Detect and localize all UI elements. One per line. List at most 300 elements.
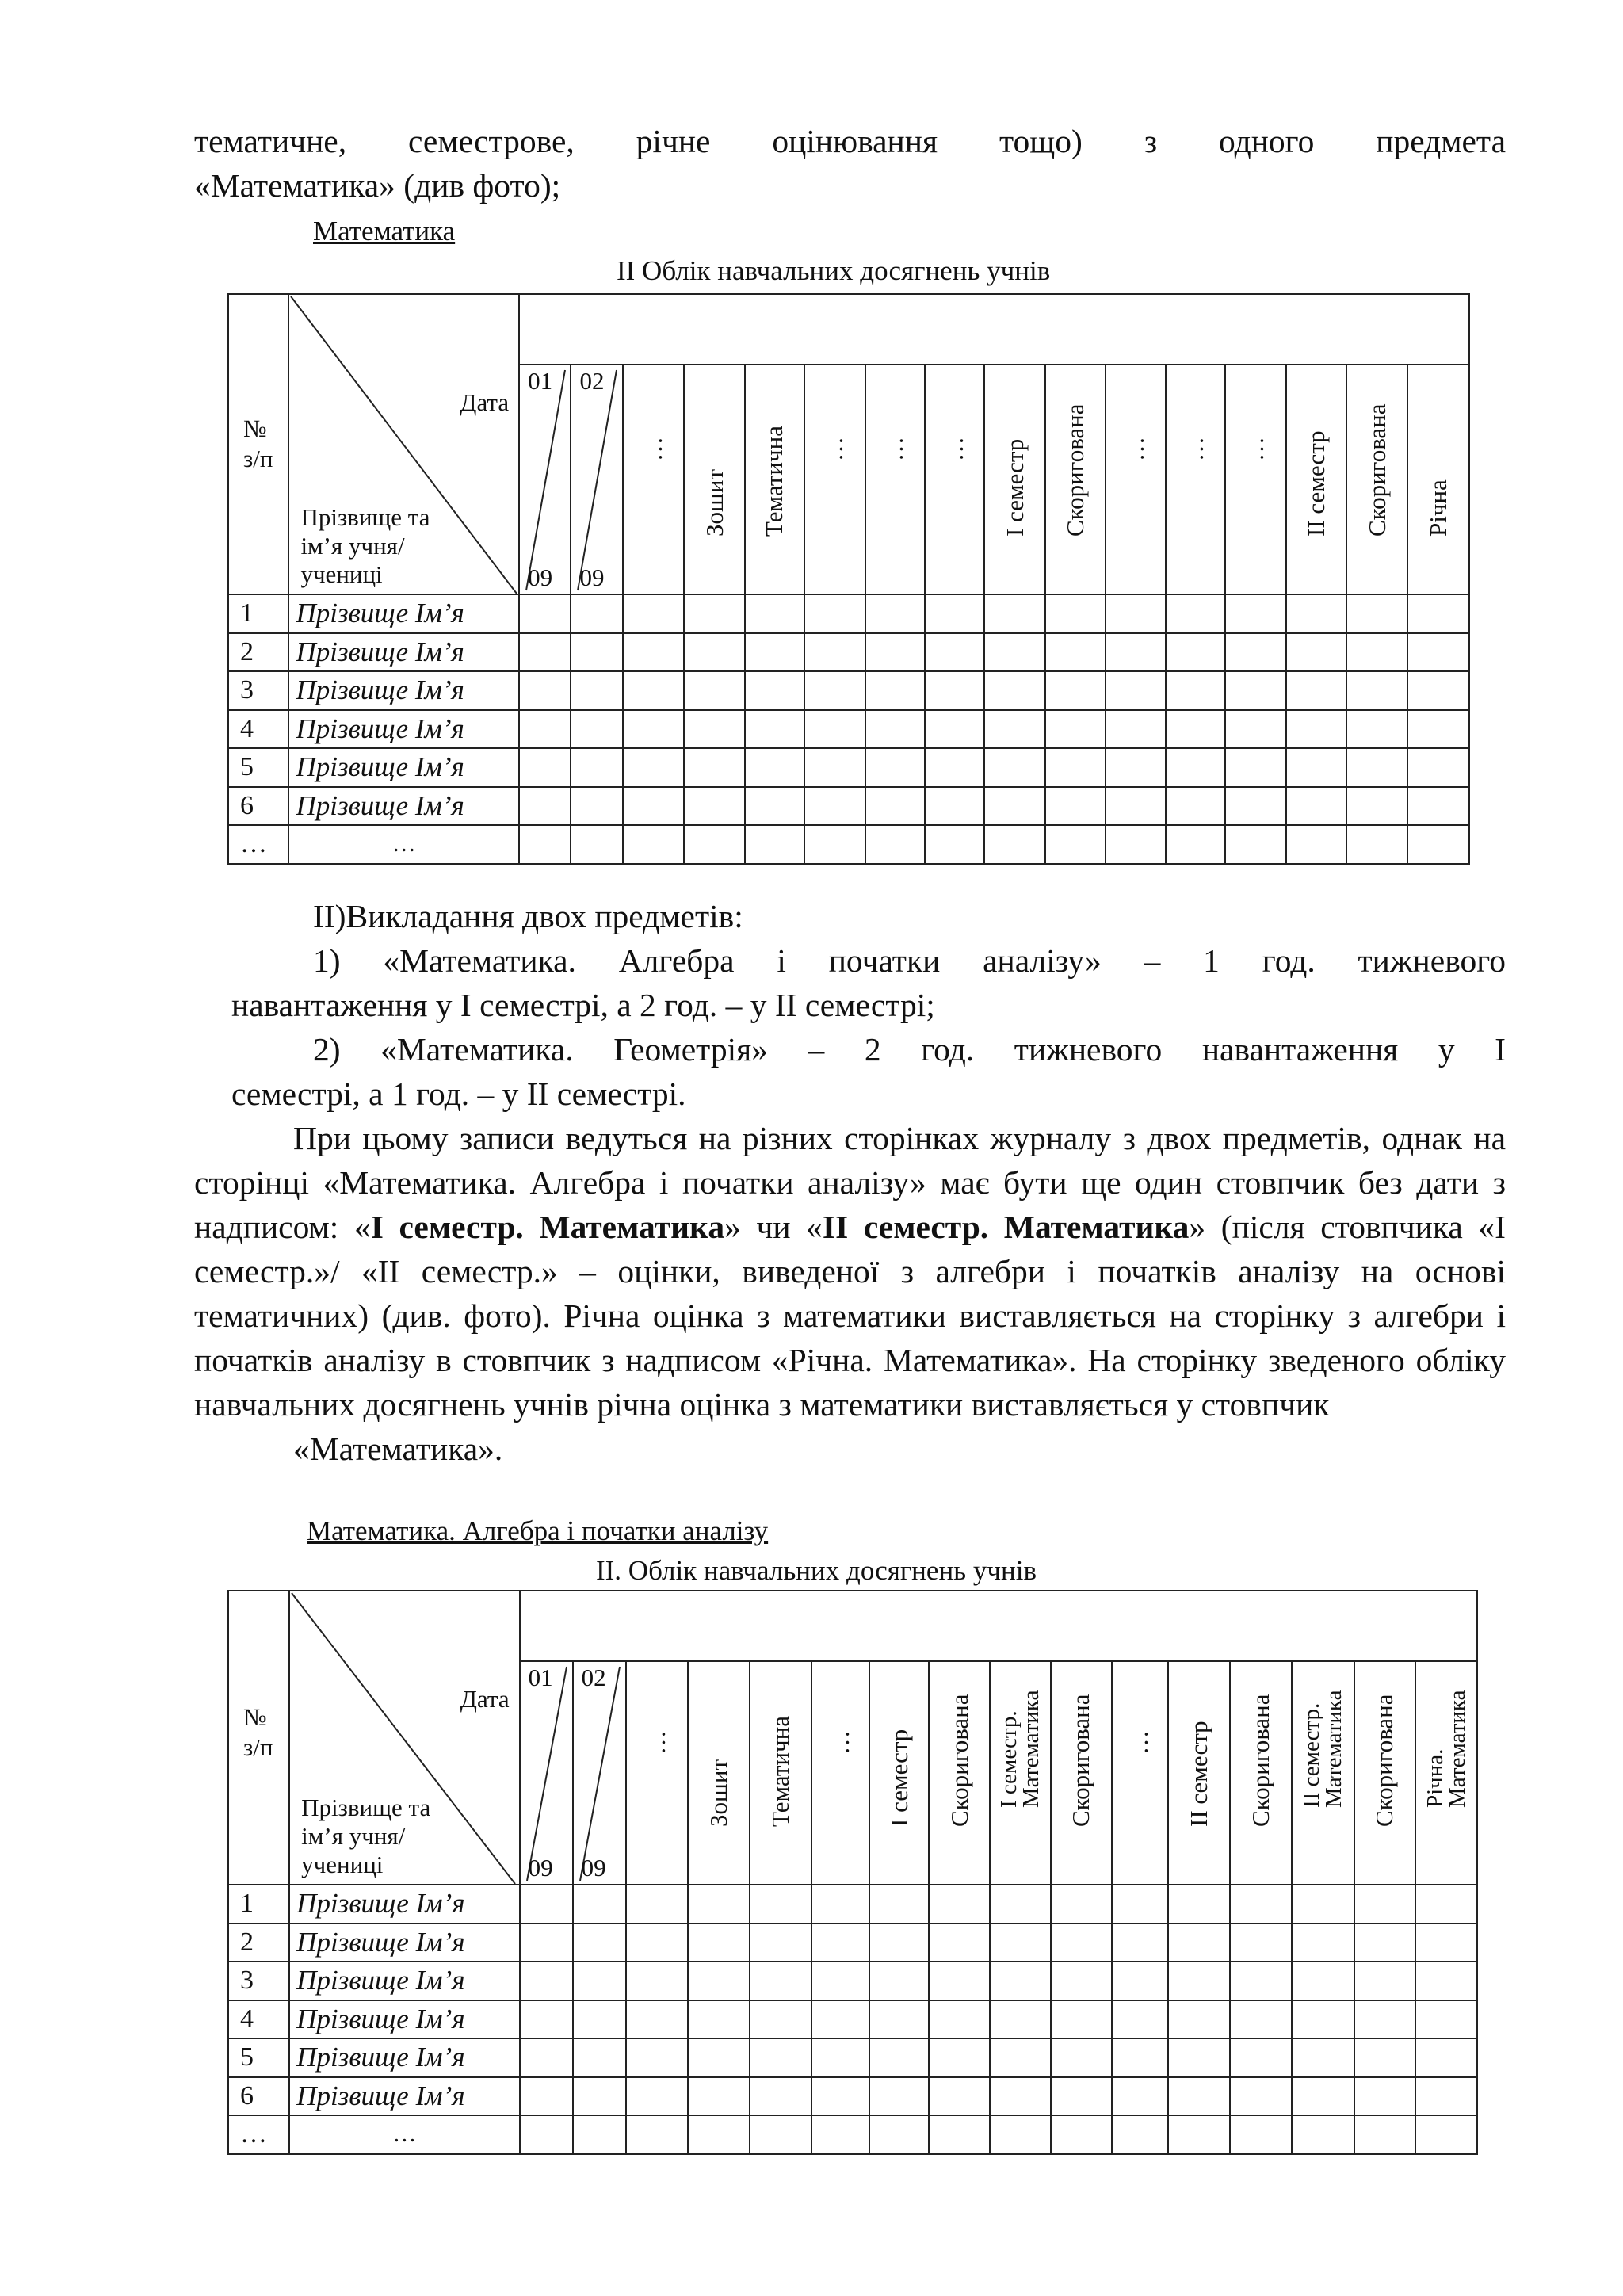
grade-cell[interactable] [1415, 2000, 1477, 2039]
grade-cell[interactable] [626, 2115, 688, 2154]
grade-cell[interactable] [1286, 671, 1346, 710]
grade-cell[interactable] [1346, 633, 1407, 672]
column-header: Скоригована [1045, 365, 1106, 594]
row-number: 1 [228, 1885, 289, 1924]
grade-cell[interactable] [520, 2115, 573, 2154]
grade-cell[interactable] [626, 2077, 688, 2116]
intro-line-1: тематичне, семестрове, річне оцінювання тощо) з одного предмета [194, 123, 1506, 159]
grade-cell[interactable] [571, 787, 622, 826]
grade-cell[interactable] [1106, 787, 1165, 826]
grade-cell[interactable] [1354, 2077, 1415, 2116]
column-header: … [1106, 365, 1165, 594]
column-header: Річна. Математика [1415, 1661, 1477, 1885]
grade-cell[interactable] [1286, 633, 1346, 672]
column-header: Скоригована [1230, 1661, 1292, 1885]
grade-cell[interactable] [684, 671, 744, 710]
column-header: ІІ семестр [1286, 365, 1346, 594]
column-header: … [865, 365, 925, 594]
grade-cell[interactable] [1230, 2038, 1292, 2077]
student-name: Прізвище Ім’я [288, 594, 519, 633]
grade-cell[interactable] [1166, 748, 1225, 787]
column-header: … [812, 1661, 869, 1885]
grade-cell[interactable] [1286, 710, 1346, 749]
grade-cell[interactable] [684, 633, 744, 672]
column-header: ІІ семестр. Математика [1292, 1661, 1354, 1885]
grade-cell[interactable] [623, 710, 684, 749]
grade-cell[interactable] [1045, 748, 1106, 787]
grade-cell[interactable] [984, 671, 1044, 710]
grade-cell[interactable] [984, 594, 1044, 633]
grade-cell[interactable] [1230, 1924, 1292, 1962]
grade-cell[interactable] [573, 1924, 626, 1962]
grade-cell[interactable] [929, 1924, 989, 1962]
grade-cell[interactable] [1166, 671, 1225, 710]
table-row [228, 1885, 1477, 1924]
name-label: Прізвище та ім’я учня/ учениці [300, 503, 430, 588]
grade-cell[interactable] [1354, 1924, 1415, 1962]
student-name: … [288, 825, 519, 864]
grade-cell[interactable] [573, 2077, 626, 2116]
grade-cell[interactable] [1230, 1962, 1292, 2000]
grade-cell[interactable] [520, 1885, 573, 1924]
grade-cell[interactable] [1166, 710, 1225, 749]
corner-header [288, 294, 519, 594]
header-blank [520, 1591, 1477, 1661]
student-name: Прізвище Ім’я [289, 2038, 519, 2077]
grade-cell[interactable] [520, 2077, 573, 2116]
grade-cell[interactable] [984, 787, 1044, 826]
column-header: І семестр [984, 365, 1044, 594]
grade-cell[interactable] [688, 1962, 750, 2000]
grade-cell[interactable] [929, 2000, 989, 2039]
table-row [228, 2077, 1477, 2116]
row-number: 5 [228, 748, 288, 787]
grade-cell[interactable] [684, 594, 744, 633]
grade-cell[interactable] [750, 1924, 812, 1962]
grade-cell[interactable] [520, 2038, 573, 2077]
grade-cell[interactable] [626, 1924, 688, 1962]
grade-cell[interactable] [804, 710, 865, 749]
grade-cell[interactable] [1292, 1962, 1354, 2000]
table-row [228, 2000, 1477, 2039]
column-header: … [1112, 1661, 1168, 1885]
grade-cell[interactable] [1407, 748, 1469, 787]
grade-cell[interactable] [571, 748, 622, 787]
grade-cell[interactable] [688, 2115, 750, 2154]
student-name: Прізвище Ім’я [288, 710, 519, 749]
table-row [228, 1962, 1477, 2000]
grade-cell[interactable] [688, 2077, 750, 2116]
grade-cell[interactable] [1045, 633, 1106, 672]
num-header: № з/п [228, 294, 288, 594]
grade-cell[interactable] [865, 671, 925, 710]
grade-cell[interactable] [804, 825, 865, 864]
grade-cell[interactable] [623, 633, 684, 672]
grade-cell[interactable] [1045, 825, 1106, 864]
grade-cell[interactable] [1112, 1885, 1168, 1924]
grade-cell[interactable] [626, 2000, 688, 2039]
date-column-header: 01 09 [519, 365, 571, 594]
body-paragraph: При цьому записи ведуться на різних сторінках журналу з двох предметів, однак на сторінці «Математика. Алгебра і початки аналізу» має бути ще один стовпчик без дати з надписом: «І семестр. Математика» чи «ІІ семестр. Математика» (після стовпчика «І семестр.»/ «ІІ семестр.» – оцінки, виведеної з алгебри і початків аналізу на основі тематичних) (див. фото). Річна оцінка з математики виставляється на сторінку з алгебри і початків аналізу в стовпчик з надписом «Річна. Математика». На сторінку зведеного обліку навчальних досягнень учнів річна оцінка з математики виставляється у стовпчик «Математика». [194, 1120, 1506, 1467]
grade-cell[interactable] [1051, 2038, 1112, 2077]
num-header: № з/п [228, 1591, 289, 1885]
column-header: І семестр. Математика [990, 1661, 1051, 1885]
grade-cell[interactable] [865, 787, 925, 826]
grade-cell[interactable] [1354, 2115, 1415, 2154]
column-header: … [925, 365, 984, 594]
grade-cell[interactable] [571, 825, 622, 864]
table1-title: ІІ Облік навчальних досягнень учнів [617, 255, 1051, 286]
date-column-header: 02 09 [573, 1661, 626, 1885]
table1-subject: Математика [313, 216, 456, 246]
column-header: ІІ семестр [1168, 1661, 1230, 1885]
row-number: 4 [228, 2000, 289, 2039]
grade-cell[interactable] [745, 671, 804, 710]
grade-cell[interactable] [869, 1885, 929, 1924]
section2-item2-line1: 2) «Математика. Геометрія» – 2 год. тижневого навантаження у І [313, 1031, 1506, 1068]
column-header: Річна [1407, 365, 1469, 594]
grade-cell[interactable] [1230, 1885, 1292, 1924]
grade-cell[interactable] [1286, 825, 1346, 864]
grade-cell[interactable] [1225, 748, 1285, 787]
grade-cell[interactable] [990, 1885, 1051, 1924]
row-number: … [228, 2115, 289, 2154]
grade-cell[interactable] [929, 1885, 989, 1924]
row-number: 2 [228, 633, 288, 672]
grade-cell[interactable] [925, 633, 984, 672]
grade-cell[interactable] [1407, 825, 1469, 864]
grade-cell[interactable] [1230, 2077, 1292, 2116]
table-row [228, 671, 1469, 710]
grade-cell[interactable] [520, 1924, 573, 1962]
grade-cell[interactable] [812, 1962, 869, 2000]
grade-cell[interactable] [1106, 633, 1165, 672]
grade-cell[interactable] [1415, 2115, 1477, 2154]
date-label: Дата [460, 388, 510, 416]
grade-cell[interactable] [1354, 2000, 1415, 2039]
grade-cell[interactable] [688, 2000, 750, 2039]
grade-cell[interactable] [1415, 1924, 1477, 1962]
grade-cell[interactable] [1292, 1924, 1354, 1962]
grade-cell[interactable] [1045, 671, 1106, 710]
grade-cell[interactable] [869, 1924, 929, 1962]
table-row [228, 594, 1469, 633]
student-name: Прізвище Ім’я [289, 1924, 519, 1962]
grade-cell[interactable] [520, 2000, 573, 2039]
grade-cell[interactable] [1168, 2077, 1230, 2116]
grade-cell[interactable] [1112, 2115, 1168, 2154]
grade-cell[interactable] [688, 1924, 750, 1962]
grade-cell[interactable] [1354, 1962, 1415, 2000]
grade-cell[interactable] [1168, 1962, 1230, 2000]
grade-cell[interactable] [745, 748, 804, 787]
grade-cell[interactable] [626, 1962, 688, 2000]
grade-cell[interactable] [684, 710, 744, 749]
grade-cell[interactable] [1225, 825, 1285, 864]
grade-cell[interactable] [684, 825, 744, 864]
grade-cell[interactable] [519, 787, 571, 826]
grade-cell[interactable] [745, 710, 804, 749]
grade-cell[interactable] [1045, 594, 1106, 633]
table1-grade-journal [227, 293, 1470, 865]
column-header: … [626, 1661, 688, 1885]
grade-cell[interactable] [1292, 2115, 1354, 2154]
grade-cell[interactable] [925, 825, 984, 864]
grade-cell[interactable] [571, 671, 622, 710]
date-column-header: 01 09 [520, 1661, 573, 1885]
grade-cell[interactable] [571, 594, 622, 633]
grade-cell[interactable] [1286, 787, 1346, 826]
grade-cell[interactable] [1166, 633, 1225, 672]
grade-cell[interactable] [573, 2000, 626, 2039]
grade-cell[interactable] [1045, 787, 1106, 826]
grade-cell[interactable] [990, 1924, 1051, 1962]
grade-cell[interactable] [519, 633, 571, 672]
row-number: 3 [228, 1962, 289, 2000]
grade-cell[interactable] [745, 594, 804, 633]
grade-cell[interactable] [1112, 2038, 1168, 2077]
grade-cell[interactable] [519, 748, 571, 787]
grade-cell[interactable] [1230, 2000, 1292, 2039]
grade-cell[interactable] [1225, 710, 1285, 749]
column-header: Тематична [750, 1661, 812, 1885]
grade-cell[interactable] [1346, 710, 1407, 749]
grade-cell[interactable] [804, 787, 865, 826]
grade-cell[interactable] [623, 671, 684, 710]
grade-cell[interactable] [1112, 2000, 1168, 2039]
grade-cell[interactable] [812, 1885, 869, 1924]
grade-cell[interactable] [804, 748, 865, 787]
grade-cell[interactable] [984, 633, 1044, 672]
grade-cell[interactable] [804, 633, 865, 672]
grade-cell[interactable] [519, 594, 571, 633]
grade-cell[interactable] [745, 825, 804, 864]
grade-cell[interactable] [929, 2115, 989, 2154]
grade-cell[interactable] [1292, 2000, 1354, 2039]
grade-cell[interactable] [929, 2038, 989, 2077]
row-number: 6 [228, 2077, 289, 2116]
grade-cell[interactable] [571, 710, 622, 749]
grade-cell[interactable] [573, 2038, 626, 2077]
grade-cell[interactable] [812, 2000, 869, 2039]
grade-cell[interactable] [750, 2000, 812, 2039]
grade-cell[interactable] [1051, 2000, 1112, 2039]
grade-cell[interactable] [984, 710, 1044, 749]
grade-cell[interactable] [925, 710, 984, 749]
grade-cell[interactable] [1346, 787, 1407, 826]
grade-cell[interactable] [1346, 594, 1407, 633]
grade-cell[interactable] [1292, 2038, 1354, 2077]
grade-cell[interactable] [865, 825, 925, 864]
grade-cell[interactable] [750, 1962, 812, 2000]
grade-cell[interactable] [1415, 1962, 1477, 2000]
grade-cell[interactable] [1045, 710, 1106, 749]
grade-cell[interactable] [1225, 594, 1285, 633]
grade-cell[interactable] [925, 594, 984, 633]
grade-cell[interactable] [1112, 1962, 1168, 2000]
grade-cell[interactable] [804, 594, 865, 633]
grade-cell[interactable] [1106, 671, 1165, 710]
grade-cell[interactable] [519, 710, 571, 749]
column-header: І семестр [869, 1661, 929, 1885]
grade-cell[interactable] [1292, 1885, 1354, 1924]
grade-cell[interactable] [869, 1962, 929, 2000]
grade-cell[interactable] [750, 2077, 812, 2116]
table-row [228, 787, 1469, 826]
grade-cell[interactable] [750, 2115, 812, 2154]
grade-cell[interactable] [1286, 748, 1346, 787]
grade-cell[interactable] [1225, 633, 1285, 672]
student-name: Прізвище Ім’я [289, 1885, 519, 1924]
grade-cell[interactable] [984, 825, 1044, 864]
grade-cell[interactable] [626, 2038, 688, 2077]
grade-cell[interactable] [1051, 1924, 1112, 1962]
column-header: Зошит [688, 1661, 750, 1885]
grade-cell[interactable] [573, 2115, 626, 2154]
grade-cell[interactable] [1166, 594, 1225, 633]
grade-cell[interactable] [1051, 1885, 1112, 1924]
grade-cell[interactable] [1051, 2115, 1112, 2154]
grade-cell[interactable] [1354, 2038, 1415, 2077]
row-number: 5 [228, 2038, 289, 2077]
grade-cell[interactable] [750, 2038, 812, 2077]
grade-cell[interactable] [623, 594, 684, 633]
grade-cell[interactable] [1346, 748, 1407, 787]
grade-cell[interactable] [688, 2038, 750, 2077]
grade-cell[interactable] [745, 633, 804, 672]
grade-cell[interactable] [804, 671, 865, 710]
row-number: … [228, 825, 288, 864]
grade-cell[interactable] [865, 710, 925, 749]
grade-cell[interactable] [812, 2115, 869, 2154]
column-header: Скоригована [1051, 1661, 1112, 1885]
grade-cell[interactable] [1407, 594, 1469, 633]
table-row [228, 633, 1469, 672]
grade-cell[interactable] [990, 2115, 1051, 2154]
column-header: Скоригована [1346, 365, 1407, 594]
grade-cell[interactable] [1292, 2077, 1354, 2116]
grade-cell[interactable] [812, 2077, 869, 2116]
grade-cell[interactable] [869, 2077, 929, 2116]
grade-cell[interactable] [750, 1885, 812, 1924]
grade-cell[interactable] [869, 2000, 929, 2039]
grade-cell[interactable] [1166, 825, 1225, 864]
grade-cell[interactable] [990, 2038, 1051, 2077]
grade-cell[interactable] [1051, 2077, 1112, 2116]
grade-cell[interactable] [1168, 1924, 1230, 1962]
grade-cell[interactable] [571, 633, 622, 672]
row-number: 4 [228, 710, 288, 749]
grade-cell[interactable] [1407, 787, 1469, 826]
grade-cell[interactable] [688, 1885, 750, 1924]
column-header: … [1225, 365, 1285, 594]
table-row [228, 710, 1469, 749]
grade-cell[interactable] [623, 748, 684, 787]
grade-cell[interactable] [1106, 748, 1165, 787]
grade-cell[interactable] [1166, 787, 1225, 826]
grade-cell[interactable] [1112, 2077, 1168, 2116]
grade-cell[interactable] [684, 748, 744, 787]
grade-cell[interactable] [1168, 1885, 1230, 1924]
table-row [228, 2038, 1477, 2077]
table-row [228, 2115, 1477, 2154]
grade-cell[interactable] [1168, 2038, 1230, 2077]
grade-cell[interactable] [865, 633, 925, 672]
grade-cell[interactable] [1225, 787, 1285, 826]
grade-cell[interactable] [1106, 594, 1165, 633]
grade-cell[interactable] [520, 1962, 573, 2000]
grade-cell[interactable] [984, 748, 1044, 787]
grade-cell[interactable] [519, 671, 571, 710]
grade-cell[interactable] [929, 2077, 989, 2116]
grade-cell[interactable] [1415, 1885, 1477, 1924]
grade-cell[interactable] [1415, 2038, 1477, 2077]
student-name: … [289, 2115, 519, 2154]
grade-cell[interactable] [865, 594, 925, 633]
grade-cell[interactable] [1168, 2000, 1230, 2039]
grade-cell[interactable] [1415, 2077, 1477, 2116]
grade-cell[interactable] [929, 1962, 989, 2000]
grade-cell[interactable] [1407, 710, 1469, 749]
row-number: 3 [228, 671, 288, 710]
grade-cell[interactable] [745, 787, 804, 826]
grade-cell[interactable] [925, 671, 984, 710]
intro-line-2: «Математика» (див фото); [194, 167, 561, 204]
column-header: … [1166, 365, 1225, 594]
grade-cell[interactable] [1407, 633, 1469, 672]
table-row [228, 748, 1469, 787]
grade-cell[interactable] [925, 787, 984, 826]
grade-cell[interactable] [1354, 1885, 1415, 1924]
grade-cell[interactable] [1286, 594, 1346, 633]
grade-cell[interactable] [1106, 710, 1165, 749]
grade-cell[interactable] [1168, 2115, 1230, 2154]
date-column-header: 02 09 [571, 365, 622, 594]
grade-cell[interactable] [623, 787, 684, 826]
section2-item1-line2: навантаження у І семестрі, а 2 год. – у ІІ семестрі; [231, 987, 935, 1023]
grade-cell[interactable] [990, 1962, 1051, 2000]
grade-cell[interactable] [1225, 671, 1285, 710]
student-name: Прізвище Ім’я [288, 748, 519, 787]
grade-cell[interactable] [1346, 671, 1407, 710]
grade-cell[interactable] [1106, 825, 1165, 864]
grade-cell[interactable] [865, 748, 925, 787]
column-header: Зошит [684, 365, 744, 594]
grade-cell[interactable] [1230, 2115, 1292, 2154]
grade-cell[interactable] [573, 1885, 626, 1924]
grade-cell[interactable] [869, 2115, 929, 2154]
row-number: 2 [228, 1924, 289, 1962]
grade-cell[interactable] [1346, 825, 1407, 864]
grade-cell[interactable] [990, 2077, 1051, 2116]
grade-cell[interactable] [990, 2000, 1051, 2039]
grade-cell[interactable] [519, 825, 571, 864]
grade-cell[interactable] [812, 2038, 869, 2077]
grade-cell[interactable] [812, 1924, 869, 1962]
grade-cell[interactable] [1051, 1962, 1112, 2000]
grade-cell[interactable] [626, 1885, 688, 1924]
grade-cell[interactable] [1112, 1924, 1168, 1962]
grade-cell[interactable] [869, 2038, 929, 2077]
grade-cell[interactable] [1407, 671, 1469, 710]
grade-cell[interactable] [623, 825, 684, 864]
column-header: Тематична [745, 365, 804, 594]
table2-grade-journal [227, 1590, 1478, 2155]
grade-cell[interactable] [684, 787, 744, 826]
grade-cell[interactable] [925, 748, 984, 787]
corner-header [289, 1591, 519, 1885]
grade-cell[interactable] [573, 1962, 626, 2000]
